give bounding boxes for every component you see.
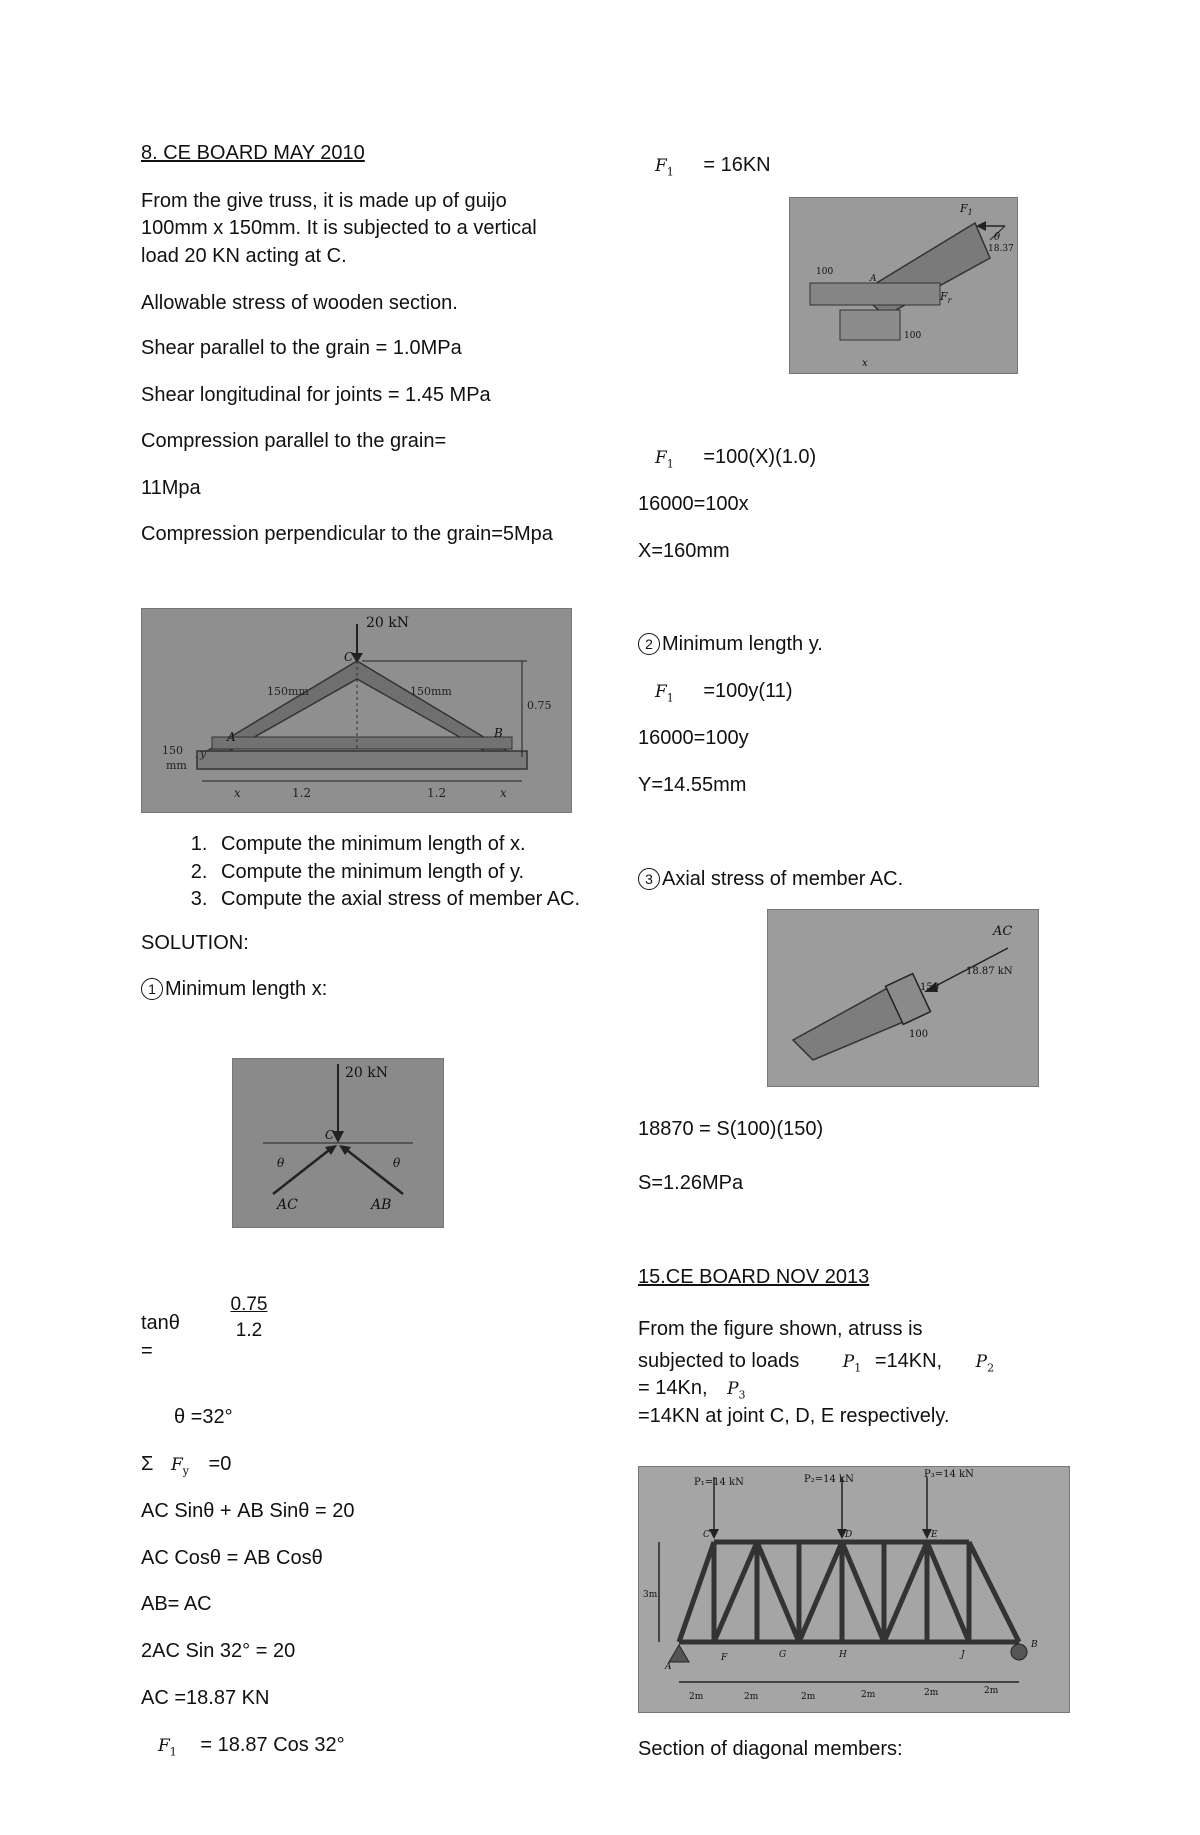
problem-2-text (638, 1316, 1078, 1430)
solution-label: SOLUTION: (141, 931, 249, 954)
shear-longitudinal: Shear longitudinal for joints = 1.45 MPa (141, 383, 491, 406)
fig1-a-label: A (227, 730, 236, 744)
problem-intro: From the give truss, it is made up of guijo 100mm x 150mm. It is subjected to a vertical load 20 KN acting at C. (141, 189, 537, 267)
equation-f1-x-symbol: $F_1$ (655, 448, 674, 471)
equation-3: AB= AC (141, 1593, 212, 1615)
fig1-side-mm: mm (166, 759, 187, 772)
sum-sigma: Σ (141, 1453, 154, 1475)
fig5-height: 3m (643, 1590, 658, 1600)
fig1-x-right: x (500, 786, 507, 800)
f1-symbol: $F_1$ (655, 156, 674, 179)
fig1-dim-left: 150mm (267, 685, 309, 698)
fig2-c-label: C (325, 1128, 335, 1142)
compression-perpendicular: Compression perpendicular to the grain=5Mpa (141, 523, 553, 546)
pratt-truss-drawing (639, 1467, 1069, 1712)
question-2: 2. Compute the minimum length of y. (213, 859, 581, 887)
fig3-width-bottom: 100 (904, 331, 922, 341)
fig1-dim-right: 150mm (410, 685, 452, 698)
question-1: 1. Compute the minimum length of x. (213, 831, 581, 859)
fig2-ac-label: AC (277, 1197, 298, 1213)
equation-f1-x (655, 444, 816, 472)
fig5-span-3: 2m (801, 1692, 816, 1702)
fig4-ac-label: AC (993, 924, 1013, 939)
fig1-load-label: 20 kN (366, 615, 409, 631)
fig1-span-right: 1.2 (427, 786, 447, 800)
fig5-g-label: G (779, 1650, 787, 1660)
questions-block (141, 831, 581, 1004)
question-3: 3. Compute the axial stress of member AC. (213, 886, 581, 914)
fig3-a-label: A (870, 274, 877, 284)
p2-symbol: $P_2$ (975, 1351, 995, 1374)
problem-2-line-2: subjected to loads $P_1 =14KN$, $P_2$ (638, 1349, 995, 1374)
step-2-text: Minimum length y. (662, 633, 823, 655)
fig1-height: 0.75 (527, 699, 552, 712)
equation-y-result: Y=14.55mm (638, 774, 747, 796)
problem-heading: 8. CE BOARD MAY 2010 (141, 142, 365, 164)
fig4-width-100: 100 (909, 1029, 929, 1040)
joint-c-drawing (233, 1059, 443, 1227)
tan-numerator: 0.75 (230, 1294, 268, 1315)
pratt-truss-figure (638, 1466, 1070, 1713)
fig5-b-label: B (1031, 1640, 1038, 1650)
fig3-f1-label: $F_1$ (960, 202, 973, 217)
equation-f1-y-symbol: $F_1$ (655, 682, 674, 705)
problem-2-line-3: = 14Kn, $P_3$ (638, 1377, 746, 1402)
fig1-c-label: C (344, 650, 354, 664)
fig2-theta-right: θ (393, 1156, 401, 1170)
allowable-stress-label: Allowable stress of wooden section. (141, 292, 458, 315)
fig5-p3-label: P₃=14 kN (924, 1469, 974, 1480)
fig5-p1-label: P₁=14 kN (694, 1477, 744, 1488)
step-3-text: Axial stress of member AC. (662, 868, 904, 890)
fig5-span-4: 2m (861, 1690, 876, 1700)
fig5-j-label: J (961, 1650, 965, 1660)
step-2-number: 2 (638, 633, 660, 655)
problem-2-line-4: =14KN at joint C, D, E respectively. (638, 1404, 950, 1427)
fig5-a-label: A (665, 1662, 672, 1672)
step-2 (638, 631, 823, 659)
step-1-text: Minimum length x: (165, 978, 328, 1001)
fig3-x-label: x (862, 358, 868, 369)
problem-2-line-1: From the figure shown, atruss is (638, 1318, 923, 1340)
fig3-theta: θ (994, 232, 1001, 243)
step-3 (638, 866, 903, 894)
equation-16000y: 16000=100y (638, 727, 749, 749)
fig5-span-6: 2m (984, 1686, 999, 1696)
tan-denominator: 1.2 (235, 1320, 263, 1342)
fig1-b-label: B (494, 726, 503, 740)
equation-1: AC Sinθ + AB Sinθ = 20 (141, 1500, 355, 1522)
question-list (141, 831, 581, 914)
fig5-c-label: C (703, 1530, 710, 1540)
equation-16000x: 16000=100x (638, 493, 749, 515)
fig4-width-150: 150 (920, 982, 940, 993)
joint-detail-figure (789, 197, 1018, 374)
truss-figure (141, 608, 572, 813)
p1-symbol: $P_1$ (842, 1351, 862, 1374)
member-ac-figure (767, 909, 1039, 1087)
joint-c-figure (232, 1058, 444, 1228)
p3-symbol: $P_3$ (727, 1379, 746, 1402)
fig5-span-2: 2m (744, 1692, 759, 1702)
equation-stress-1: 18870 = S(100)(150) (638, 1118, 824, 1140)
fig1-y-label: y (200, 747, 207, 760)
equation-x-result: X=160mm (638, 540, 730, 562)
equation-f1-y-text: =100y(11) (703, 680, 793, 702)
fig5-h-label: H (839, 1650, 847, 1660)
tan-equals: = (141, 1340, 153, 1362)
fig2-load-label: 20 kN (345, 1065, 388, 1081)
equation-6 (158, 1732, 345, 1760)
equation-f1-x-text: =100(X)(1.0) (703, 446, 817, 468)
fig3-width-top: 100 (816, 267, 834, 277)
fig1-x-left: x (234, 786, 241, 800)
section-diagonal-label: Section of diagonal members: (638, 1738, 903, 1760)
sum-f: $F_y$ (170, 1455, 189, 1478)
fig2-theta-left: θ (277, 1156, 285, 1170)
f1-value-text: = 16KN (703, 154, 771, 176)
fig3-fr-label: $F_r$ (940, 290, 952, 305)
equation-6-f1: $F_1$ (158, 1736, 177, 1759)
theta-value: θ =32° (174, 1406, 233, 1428)
equation-6-rest: = 18.87 Cos 32° (200, 1734, 345, 1756)
fig5-p2-label: P₂=14 kN (804, 1474, 854, 1485)
fig1-span-left: 1.2 (292, 786, 312, 800)
tan-fraction (226, 1292, 272, 1344)
compression-parallel-value: 11Mpa (141, 476, 201, 499)
equation-f1-y (655, 678, 793, 706)
fig5-d-label: D (845, 1530, 853, 1540)
fig1-side150: 150 (162, 744, 183, 757)
fig5-f-label: F (721, 1653, 728, 1663)
left-column (141, 140, 561, 549)
equation-2: AC Cosθ = AB Cosθ (141, 1547, 323, 1569)
tan-label: tanθ (141, 1312, 180, 1334)
step-1 (141, 976, 581, 1004)
fig2-ab-label: AB (371, 1197, 392, 1213)
step-3-number: 3 (638, 868, 660, 890)
fig5-span-1: 2m (689, 1692, 704, 1702)
fig3-angle: 18.37 (988, 244, 1014, 254)
equation-5: AC =18.87 KN (141, 1687, 270, 1709)
problem-2-heading: 15.CE BOARD NOV 2013 (638, 1266, 870, 1288)
truss-drawing (142, 609, 571, 812)
shear-parallel: Shear parallel to the grain = 1.0MPa (141, 336, 462, 359)
sum-rest: =0 (208, 1453, 232, 1475)
step-1-number: 1 (141, 978, 163, 1000)
member-ac-drawing (768, 910, 1038, 1086)
equation-4: 2AC Sin 32° = 20 (141, 1640, 296, 1662)
compression-parallel: Compression parallel to the grain= (141, 430, 447, 453)
sum-fy (141, 1451, 231, 1479)
fig5-e-label: E (931, 1530, 938, 1540)
equation-stress-2: S=1.26MPa (638, 1172, 744, 1194)
joint-detail-drawing (790, 198, 1017, 373)
fig4-load-label: 18.87 kN (966, 966, 1013, 977)
f1-value (655, 152, 771, 180)
fig5-span-5: 2m (924, 1688, 939, 1698)
